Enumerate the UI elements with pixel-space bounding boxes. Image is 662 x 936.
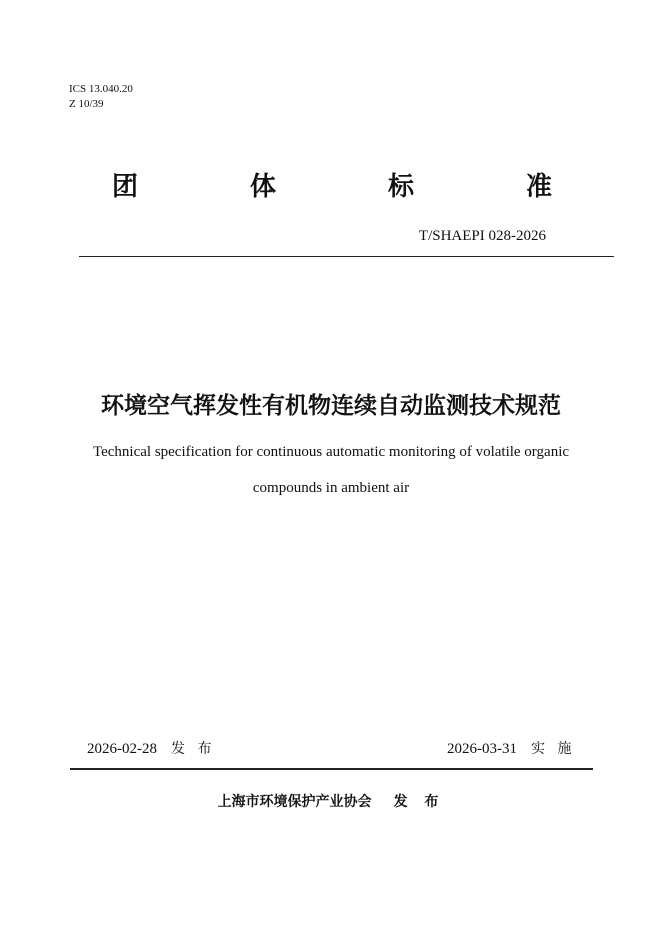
standard-number: T/SHAEPI 028-2026 [418,228,546,244]
english-title-line-2: compounds in ambient air [252,480,410,496]
publisher-line [0,791,662,811]
standard-type-char: 体 [249,172,276,202]
implement-label: 实 施 [531,741,576,757]
english-title-line-1: Technical specification for continuous automatic monitoring of volatile organic [92,444,570,460]
publisher-label: 发 布 [393,794,445,810]
issue-date-block [87,738,215,758]
issue-date: 2026-02-28 [87,741,157,757]
chinese-title: 环境空气挥发性有机物连续自动监测技术规范 [101,393,561,419]
publisher-name: 上海市环境保护产业协会 [217,794,372,810]
implement-date-block [447,738,575,758]
standard-type-title [112,166,552,203]
standard-type-char: 标 [387,172,414,202]
header-divider [79,256,614,257]
ics-code: ICS 13.040.20 [69,83,133,95]
footer-divider [70,768,593,770]
standard-type-char: 团 [112,172,139,202]
issue-label: 发 布 [171,741,216,757]
ccs-code: Z 10/39 [69,98,104,110]
implement-date: 2026-03-31 [447,741,517,757]
standard-type-char: 准 [525,172,552,202]
